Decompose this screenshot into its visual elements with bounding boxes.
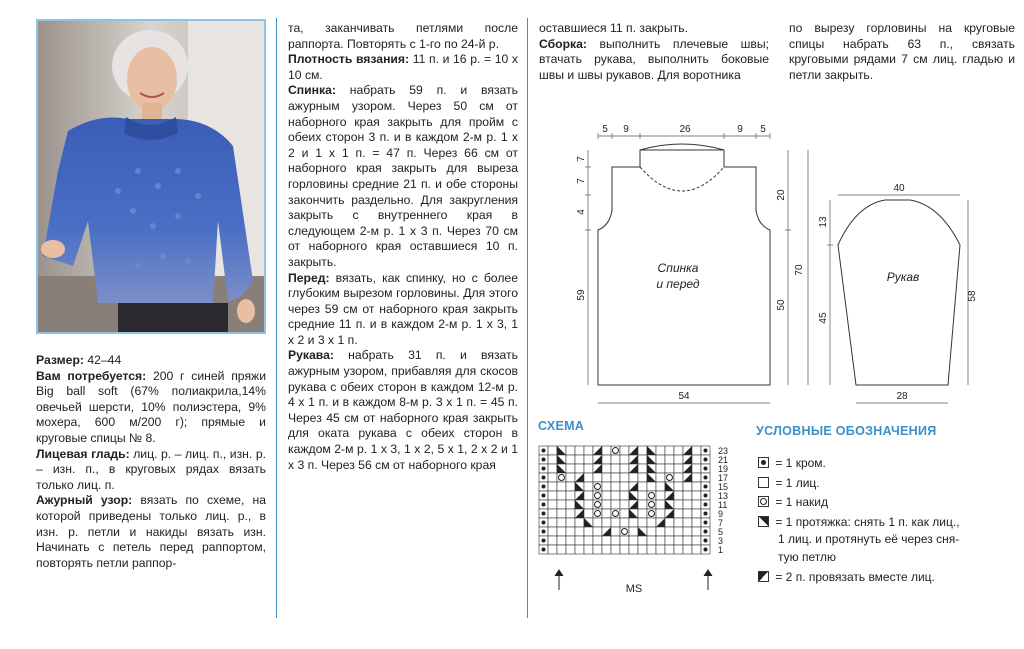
chart-cell: [602, 455, 611, 464]
edge-stitch-mark: [704, 521, 708, 525]
ms-label: MS: [625, 583, 643, 595]
edge-stitch-mark: [542, 467, 546, 471]
chart-cell: [557, 500, 566, 509]
chart-title: СХЕМА: [538, 419, 585, 433]
chart-cell: [674, 455, 683, 464]
chart-cell: [656, 536, 665, 545]
assembly-text: выполнить плечевые швы; втачать рукава, выполнить боковые швы и швы рукавов. Для воротника: [539, 36, 769, 82]
chart-cell: [692, 464, 701, 473]
chart-cell: [692, 518, 701, 527]
chart-cell: [656, 473, 665, 482]
chart-cell: [584, 527, 593, 536]
column-3: [539, 21, 769, 83]
chart-cell: [638, 500, 647, 509]
chart-cell: [647, 527, 656, 536]
chart-cell: [548, 527, 557, 536]
chart-cell: [692, 491, 701, 500]
chart-cell: [683, 545, 692, 554]
body-label-1: Спинка: [657, 261, 699, 275]
chart-cell: [647, 536, 656, 545]
column-divider-1: [276, 18, 277, 618]
chart-cell: [566, 536, 575, 545]
edge-stitch-mark: [704, 458, 708, 462]
chart-cell: [692, 473, 701, 482]
edge-stitch-mark: [704, 548, 708, 552]
chart-cell: [674, 545, 683, 554]
chart-cell: [611, 464, 620, 473]
row-number: 7: [718, 518, 724, 528]
row-number: 5: [718, 527, 724, 537]
edge-stitch-mark: [542, 530, 546, 534]
chart-cell: [575, 527, 584, 536]
chart-cell: [566, 491, 575, 500]
dim-5-right: 5: [760, 124, 766, 135]
lace-label: Ажурный узор:: [36, 493, 133, 508]
chart-cell: [611, 536, 620, 545]
chart-cell: [638, 482, 647, 491]
chart-cell: [647, 545, 656, 554]
dim-59: 59: [576, 289, 587, 301]
chart-cell: [593, 527, 602, 536]
sleeves-paragraph: [288, 348, 518, 473]
chart-cell: [629, 545, 638, 554]
edge-stitch-mark: [542, 548, 546, 552]
chart-cell: [620, 482, 629, 491]
chart-cell: [638, 536, 647, 545]
chart-cell: [566, 473, 575, 482]
chart-cell: [584, 536, 593, 545]
chart-cell: [548, 464, 557, 473]
knit-stitch-icon: [758, 477, 769, 488]
chart-cell: [548, 545, 557, 554]
edge-stitch-mark: [704, 503, 708, 507]
chart-cell: [611, 518, 620, 527]
chart-cell: [674, 464, 683, 473]
chart-cell: [683, 491, 692, 500]
sleeves-label: Рукава:: [288, 348, 334, 363]
chart-cell: [674, 536, 683, 545]
chart-cell: [683, 527, 692, 536]
chart-cell: [548, 455, 557, 464]
chart-cell: [566, 545, 575, 554]
chart-cell: [692, 500, 701, 509]
chart-cell: [692, 455, 701, 464]
body-label-2: и перед: [656, 277, 700, 291]
chart-grid: [539, 446, 710, 554]
chart-cell: [683, 500, 692, 509]
chart-cell: [602, 500, 611, 509]
chart-cell: [593, 473, 602, 482]
row-number: 15: [718, 482, 729, 492]
chart-cell: [575, 518, 584, 527]
chart-cell: [566, 446, 575, 455]
chart-cell: [674, 527, 683, 536]
chart-cell: [620, 446, 629, 455]
slip-decrease-icon: [758, 516, 769, 527]
edge-stitch-mark: [542, 503, 546, 507]
row-number: 13: [718, 491, 729, 501]
dim-7-second: 7: [576, 178, 587, 184]
chart-cell: [629, 527, 638, 536]
knitting-chart: [536, 440, 746, 600]
chart-cell: [584, 446, 593, 455]
materials-label: Вам потребуется:: [36, 368, 147, 383]
chart-cell: [602, 536, 611, 545]
chart-cell: [611, 491, 620, 500]
chart-cell: [557, 482, 566, 491]
chart-cell: [593, 518, 602, 527]
chart-cell: [620, 455, 629, 464]
size-value: 42–44: [83, 353, 122, 367]
chart-cell: [692, 527, 701, 536]
chart-cell: [557, 509, 566, 518]
back-label: Спинка:: [288, 83, 336, 98]
legend-title: УСЛОВНЫЕ ОБОЗНАЧЕНИЯ: [756, 424, 937, 438]
dim-7-top: 7: [576, 156, 587, 162]
chart-cell: [602, 446, 611, 455]
chart-cell: [620, 545, 629, 554]
edge-stitch-mark: [542, 494, 546, 498]
edge-stitch-mark: [704, 485, 708, 489]
chart-cell: [566, 500, 575, 509]
chart-cell: [638, 491, 647, 500]
chart-cell: [611, 527, 620, 536]
chart-cell: [683, 509, 692, 518]
stockinette-text: лиц. р. – лиц. п., изн. р. – изн. п., в круговых рядах вязать только лиц. п.: [36, 446, 266, 492]
front-paragraph: [288, 271, 518, 349]
chart-cell: [674, 491, 683, 500]
chart-cell: [656, 509, 665, 518]
chart-cell: [566, 455, 575, 464]
sleeve-label: Рукав: [886, 270, 920, 284]
row-number: 1: [718, 545, 724, 555]
density-label: Плотность вязания:: [288, 52, 410, 67]
chart-cell: [611, 455, 620, 464]
dim-4: 4: [576, 209, 587, 215]
chart-cell: [674, 482, 683, 491]
chart-cell: [674, 509, 683, 518]
chart-cell: [566, 482, 575, 491]
chart-cell: [656, 482, 665, 491]
size-paragraph: [36, 353, 266, 369]
chart-cell: [638, 473, 647, 482]
chart-cell: [611, 500, 620, 509]
chart-cell: [620, 518, 629, 527]
chart-cell: [602, 482, 611, 491]
chart-cell: [566, 518, 575, 527]
edge-stitch-mark: [542, 539, 546, 543]
back-paragraph: [288, 83, 518, 270]
chart-cell: [584, 491, 593, 500]
chart-cell: [683, 518, 692, 527]
stockinette-label: Лицевая гладь:: [36, 446, 130, 461]
pattern-diagram: [560, 118, 990, 408]
chart-cell: [656, 464, 665, 473]
dim-70: 70: [794, 264, 805, 276]
sleeve-dim-28: 28: [896, 391, 908, 402]
chart-cell: [575, 464, 584, 473]
chart-cell: [620, 473, 629, 482]
chart-cell: [692, 509, 701, 518]
chart-cell: [566, 464, 575, 473]
edge-stitch-icon: [758, 457, 769, 468]
chart-cell: [638, 545, 647, 554]
chart-cell: [575, 455, 584, 464]
dim-5-left: 5: [602, 124, 608, 135]
k2tog-icon: [758, 571, 769, 582]
edge-stitch-mark: [704, 530, 708, 534]
stockinette-paragraph: [36, 447, 266, 494]
chart-cell: [656, 455, 665, 464]
chart-cell: [674, 446, 683, 455]
chart-cell: [683, 482, 692, 491]
chart-cell: [674, 518, 683, 527]
chart-cell: [629, 518, 638, 527]
chart-cell: [629, 473, 638, 482]
chart-cell: [656, 527, 665, 536]
dim-9-right: 9: [737, 124, 743, 135]
legend-k2tog: = 2 п. провязать вместе лиц.: [758, 570, 1018, 586]
chart-cell: [548, 500, 557, 509]
dim-20: 20: [776, 189, 787, 201]
assembly-paragraph: [539, 37, 769, 84]
legend-knit: = 1 лиц.: [758, 476, 1018, 492]
edge-stitch-mark: [542, 476, 546, 480]
dim-26: 26: [679, 124, 691, 135]
chart-cell: [656, 500, 665, 509]
edge-stitch-mark: [542, 458, 546, 462]
sleeves-text: набрать 31 п. и вязать ажурным узором, прибавляя для скосов рукава с обеих сторон в каждом 12-м р. 4 х 1 п. и в каждом 8-м р. 3 х 1 п. = 45 п. Через 45 см от наборного края закрыть для оката рукава с обеих сторон в каждом 2-м р. 1 х 3, 1 х 2, 5 х 1, 2 х 2 и 1 х 3 п. Через 56 см от наборного края: [288, 348, 518, 472]
chart-cell: [665, 518, 674, 527]
legend: [758, 456, 1018, 585]
chart-cell: [620, 491, 629, 500]
continuation-paragraph: та, заканчивать петлями после раппорта. Повторять с 1-го по 24-й р.: [288, 21, 518, 51]
yarn-over-icon: [758, 496, 769, 507]
legend-slip-decrease-line3: тую петлю: [778, 549, 836, 564]
row-number: 9: [718, 509, 724, 519]
chart-cell: [611, 473, 620, 482]
materials-paragraph: [36, 369, 266, 447]
chart-cell: [620, 464, 629, 473]
chart-cell: [647, 482, 656, 491]
edge-stitch-mark: [704, 512, 708, 516]
row-number: 21: [718, 455, 729, 465]
chart-cell: [548, 473, 557, 482]
legend-slip-decrease-line2: 1 лиц. и протянуть её через сня-: [778, 532, 960, 547]
edge-stitch-mark: [704, 467, 708, 471]
chart-cell: [593, 545, 602, 554]
chart-cell: [692, 545, 701, 554]
chart-cell: [665, 536, 674, 545]
chart-cell: [638, 518, 647, 527]
chart-cell: [638, 509, 647, 518]
row-number: 19: [718, 464, 729, 474]
chart-cell: [557, 491, 566, 500]
chart-cell: [602, 509, 611, 518]
front-label: Перед:: [288, 270, 330, 285]
sleeve-dim-13: 13: [818, 216, 829, 228]
chart-cell: [548, 536, 557, 545]
legend-yarn-over: = 1 накид: [758, 495, 1018, 511]
chart-cell: [593, 536, 602, 545]
chart-cell: [602, 491, 611, 500]
chart-cell: [674, 500, 683, 509]
lace-paragraph: [36, 493, 266, 571]
edge-stitch-mark: [542, 512, 546, 516]
chart-cell: [584, 455, 593, 464]
edge-stitch-mark: [704, 476, 708, 480]
edge-stitch-mark: [704, 449, 708, 453]
chart-cell: [647, 518, 656, 527]
materials-text: 200 г синей пряжи Big ball soft (67% полиакрила,14% овечьей шерсти, 10% полиэстера, 9% мохера, 600 м/200 г); прямые и круговые спицы № 8.: [36, 368, 267, 445]
row-number: 17: [718, 473, 729, 483]
woman-in-sweater-image: [38, 21, 264, 332]
back-neckline: [640, 144, 724, 150]
chart-cell: [584, 482, 593, 491]
sleeve-outline: [838, 200, 960, 385]
sleeve-dim-45: 45: [818, 312, 829, 324]
row-number: 3: [718, 536, 724, 546]
edge-stitch-mark: [542, 485, 546, 489]
chart-cell: [575, 536, 584, 545]
chart-cell: [557, 536, 566, 545]
chart-cell: [602, 464, 611, 473]
chart-cell: [602, 545, 611, 554]
chart-cell: [692, 446, 701, 455]
chart-cell: [665, 527, 674, 536]
chart-cell: [683, 536, 692, 545]
chart-cell: [638, 446, 647, 455]
column-divider-2: [527, 18, 528, 618]
chart-cell: [584, 545, 593, 554]
back-text: набрать 59 п. и вязать ажурным узором. Через 50 см от наборного края закрыть для пройм с обеих сторон 3 п. и в каждом 2-м р. 1 х 2 и 1 х 1 п. = 47 п. Через 66 см от наборного края закрыть для выреза горловины средние 21 п. и обе стороны закончить раздельно. Для закругления закрыть с внутреннего края в следующем 2-м р. 1 х 3 п. Через 70 см от наборного края оставшиеся 10 п. закрыть.: [288, 83, 518, 269]
chart-cell: [557, 527, 566, 536]
size-label: Размер:: [36, 353, 84, 367]
chart-cell: [602, 518, 611, 527]
edge-stitch-mark: [542, 449, 546, 453]
chart-cell: [584, 464, 593, 473]
chart-cell: [692, 536, 701, 545]
collar-paragraph: по вырезу горловины на круговые спицы набрать 63 п., связать круговыми рядами 7 см лиц. гладью и петли закрыть.: [789, 21, 1015, 82]
column-1: [36, 353, 266, 571]
chart-cell: [692, 482, 701, 491]
chart-cell: [665, 464, 674, 473]
dim-50: 50: [776, 299, 787, 311]
lace-text: вязать по схеме, на которой приведены только лиц. р., в изн. р. петли и накиды вязать изн. Начинать с петель перед раппортом, повторять петли раппор-: [36, 493, 266, 570]
sleeve-dim-40: 40: [893, 183, 905, 194]
density-paragraph: [288, 52, 518, 83]
edge-stitch-mark: [704, 494, 708, 498]
legend-edge-stitch: = 1 кром.: [758, 456, 1018, 472]
chart-cell: [611, 482, 620, 491]
column-4: [789, 21, 1015, 83]
chart-cell: [620, 536, 629, 545]
chart-cell: [656, 446, 665, 455]
chart-cell: [584, 473, 593, 482]
chart-cell: [638, 464, 647, 473]
chart-cell: [611, 545, 620, 554]
chart-cell: [665, 455, 674, 464]
chart-cell: [548, 491, 557, 500]
edge-stitch-mark: [704, 539, 708, 543]
chart-cell: [620, 509, 629, 518]
chart-cell: [584, 500, 593, 509]
column-2: [288, 21, 518, 473]
chart-cell: [620, 500, 629, 509]
dim-54: 54: [678, 391, 690, 402]
continuation-paragraph: оставшиеся 11 п. закрыть.: [539, 21, 688, 35]
chart-cell: [584, 509, 593, 518]
chart-cell: [548, 509, 557, 518]
chart-cell: [674, 473, 683, 482]
chart-cell: [602, 473, 611, 482]
row-number: 11: [718, 500, 728, 510]
assembly-label: Сборка:: [539, 36, 587, 51]
model-photo: [36, 19, 266, 334]
chart-cell: [575, 545, 584, 554]
chart-cell: [566, 509, 575, 518]
row-number: 23: [718, 446, 729, 456]
density-text: 11 п. и 16 р. = 10 х 10 см.: [288, 52, 518, 82]
chart-cell: [656, 491, 665, 500]
front-text: вязать, как спинку, но с более глубоким вырезом горловины. Для этого через 59 см от наборного края закрыть средние 11 п. и в каждом 2-м р. 1 х 3, 1 х 2 и 3 х 1 п.: [288, 270, 518, 347]
sleeve-dim-58: 58: [967, 290, 978, 302]
chart-cell: [629, 536, 638, 545]
chart-cell: [656, 545, 665, 554]
chart-cell: [665, 446, 674, 455]
chart-cell: [566, 527, 575, 536]
dim-9-left: 9: [623, 124, 629, 135]
chart-cell: [548, 482, 557, 491]
chart-cell: [575, 446, 584, 455]
legend-slip-decrease: = 1 протяжка: снять 1 п. как лиц.,: [758, 515, 1018, 531]
edge-stitch-mark: [542, 521, 546, 525]
chart-cell: [557, 545, 566, 554]
chart-cell: [548, 446, 557, 455]
chart-cell: [665, 545, 674, 554]
chart-cell: [548, 518, 557, 527]
chart-cell: [557, 518, 566, 527]
chart-cell: [638, 455, 647, 464]
